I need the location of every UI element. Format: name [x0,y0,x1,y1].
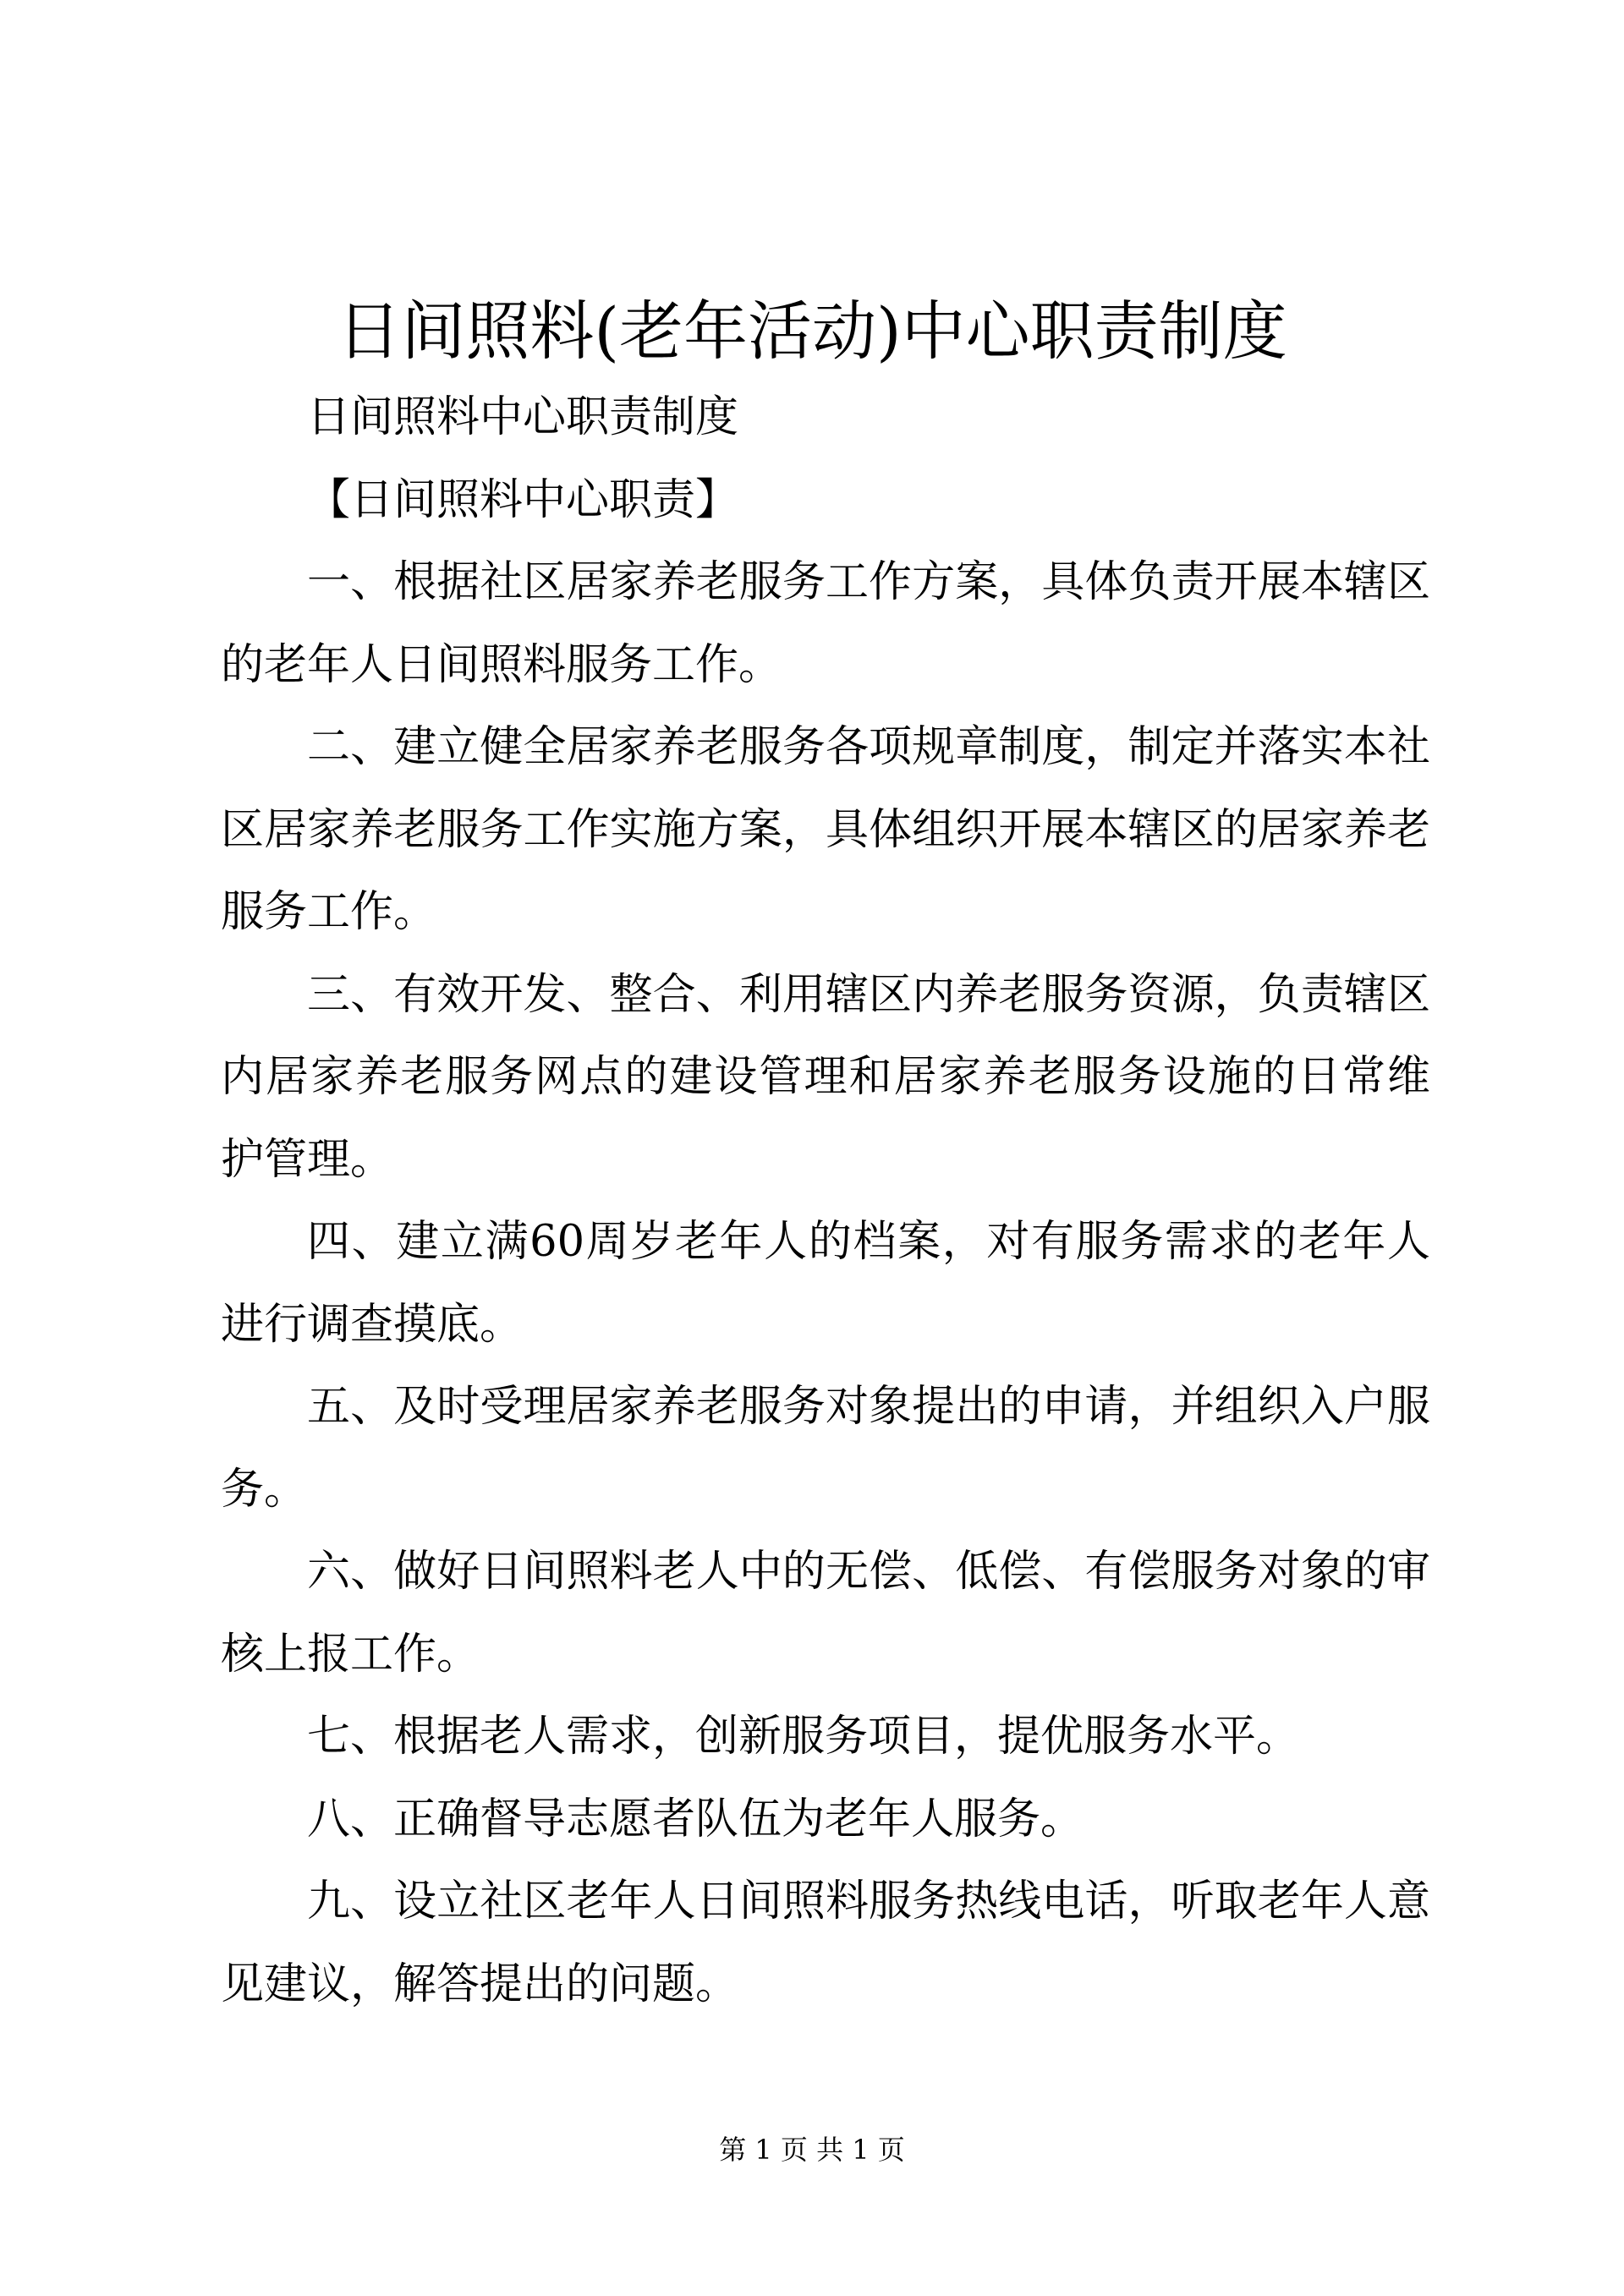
paragraph-3-line: 内居家养老服务网点的建设管理和居家养老服务设施的日常维 [221,1052,1430,1102]
paragraph-1-line: 一、根据社区居家养老服务工作方案，具体负责开展本辖区 [307,557,1430,607]
paragraph-4-line: 进行调查摸底。 [221,1299,524,1350]
document-title: 日间照料(老年活动)中心职责制度 [337,293,1287,369]
paragraph-6-line: 核上报工作。 [221,1629,480,1680]
paragraph-8-line: 八、正确督导志愿者队伍为老年人服务。 [307,1794,1084,1844]
paragraph-2-line: 区居家养老服务工作实施方案，具体组织开展本辖区的居家养老 [221,804,1430,855]
paragraph-5-line: 五、及时受理居家养老服务对象提出的申请，并组织入户服 [307,1382,1430,1432]
paragraph-2-line: 二、建立健全居家养老服务各项规章制度，制定并落实本社 [307,722,1430,772]
paragraph-4-line: 四、建立满60周岁老年人的档案，对有服务需求的老年人 [307,1217,1430,1267]
paragraph-5-line: 务。 [221,1464,308,1515]
paragraph-3-line: 护管理。 [221,1134,394,1185]
paragraph-3-line: 三、有效开发、整合、利用辖区内养老服务资源，负责辖区 [307,969,1430,1020]
page-number-footer: 第 1 页 共 1 页 [719,2134,905,2166]
paragraph-1-line: 的老年人日间照料服务工作。 [221,639,782,690]
subtitle: 日间照料中心职责制度 [307,392,739,442]
document-body [221,376,1430,2025]
paragraph-2-line: 服务工作。 [221,887,437,937]
paragraph-6-line: 六、做好日间照料老人中的无偿、低偿、有偿服务对象的审 [307,1547,1430,1597]
section-heading: 【日间照料中心职责】 [307,474,739,525]
paragraph-9-line: 九、设立社区老年人日间照料服务热线电话，听取老年人意 [307,1877,1430,1926]
paragraph-9-line: 见建议，解答提出的问题。 [221,1959,739,2009]
paragraph-7-line: 七、根据老人需求，创新服务项目，提优服务水平。 [307,1712,1300,1762]
